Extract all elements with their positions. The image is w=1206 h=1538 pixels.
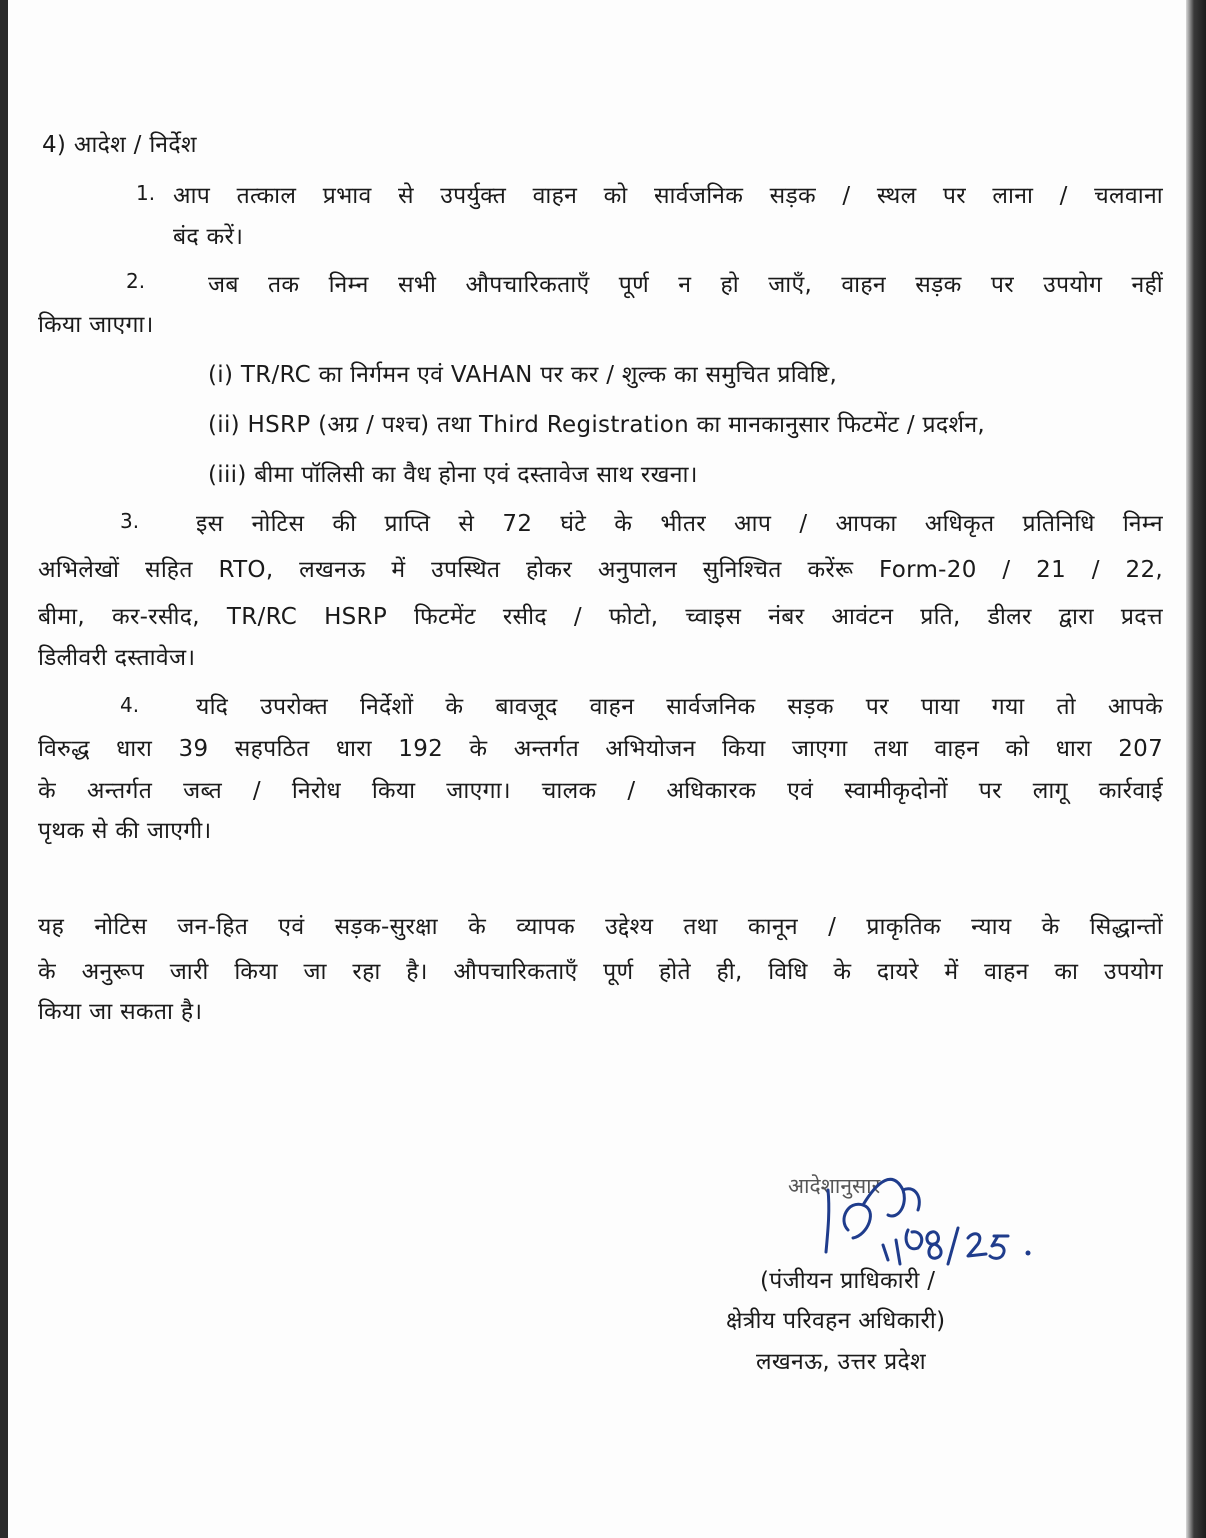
item-4-line-4: पृथक से की जाएगी। (38, 818, 212, 844)
item-2-subitem-3: (iii) बीमा पॉलिसी का वैध होना एवं दस्तावेज साथ रखना। (208, 462, 698, 488)
section-heading: 4) आदेश / निर्देश (42, 132, 197, 158)
item-3-line-4: डिलीवरी दस्तावेज। (38, 645, 196, 671)
closing-line-3: किया जा सकता है। (38, 999, 203, 1025)
item-4-number: 4. (120, 693, 140, 717)
item-1-number: 1. (136, 181, 156, 205)
designation-line-1: (पंजीयन प्राधिकारी / (760, 1268, 936, 1294)
item-3-line-1: इस नोटिस की प्राप्ति से 72 घंटे के भीतर आप / आपका अधिकृत प्रतिनिधि निम्न (196, 511, 1163, 537)
item-3-number: 3. (120, 509, 140, 533)
item-3-line-3: बीमा, कर-रसीद, TR/RC HSRP फिटमेंट रसीद / फोटो, च्वाइस नंबर आवंटन प्रति, डीलर द्वारा प्रदत्त (38, 604, 1163, 630)
item-2-number: 2. (126, 269, 146, 293)
item-1-line-1: आप तत्काल प्रभाव से उपर्युक्त वाहन को सार्वजनिक सड़क / स्थल पर लाना / चलवाना (173, 183, 1163, 209)
document-page (8, 0, 1186, 1538)
closing-line-2: के अनुरूप जारी किया जा रहा है। औपचारिकताएँ पूर्ण होते ही, विधि के दायरे में वाहन का उपयोग (38, 959, 1163, 985)
designation-line-3: लखनऊ, उत्तर प्रदेश (756, 1349, 926, 1375)
photo-edge (1186, 0, 1206, 1538)
item-3-line-2: अभिलेखों सहित RTO, लखनऊ में उपस्थित होकर अनुपालन सुनिश्चित करेंरू Form-20 / 21 / 22, (38, 557, 1163, 583)
item-4-line-1: यदि उपरोक्त निर्देशों के बावजूद वाहन सार्वजनिक सड़क पर पाया गया तो आपके (196, 694, 1163, 720)
designation-line-2: क्षेत्रीय परिवहन अधिकारी) (726, 1308, 946, 1334)
item-4-line-2: विरुद्ध धारा 39 सहपठित धारा 192 के अन्तर्गत अभियोजन किया जाएगा तथा वाहन को धारा 207 (38, 736, 1163, 762)
item-1-line-2: बंद करें। (173, 224, 244, 250)
item-4-line-3: के अन्तर्गत जब्त / निरोध किया जाएगा। चालक / अधिकारक एवं स्वामीकृदोनों पर लागू कार्रवाई (38, 778, 1163, 804)
item-2-line-2: किया जाएगा। (38, 312, 154, 338)
item-2-subitem-2: (ii) HSRP (अग्र / पश्च) तथा Third Registration का मानकानुसार फिटमेंट / प्रदर्शन, (208, 412, 986, 438)
order-stamp-text: आदेशानुसार (788, 1174, 881, 1198)
closing-line-1: यह नोटिस जन-हित एवं सड़क-सुरक्षा के व्यापक उद्देश्य तथा कानून / प्राकृतिक न्याय के सिद्धान्तों (38, 914, 1163, 940)
item-2-line-1: जब तक निम्न सभी औपचारिकताएँ पूर्ण न हो जाएँ, वाहन सड़क पर उपयोग नहीं (208, 272, 1163, 298)
item-2-subitem-1: (i) TR/RC का निर्गमन एवं VAHAN पर कर / शुल्क का समुचित प्रविष्टि, (208, 362, 838, 388)
handwritten-signature (808, 1160, 1048, 1270)
